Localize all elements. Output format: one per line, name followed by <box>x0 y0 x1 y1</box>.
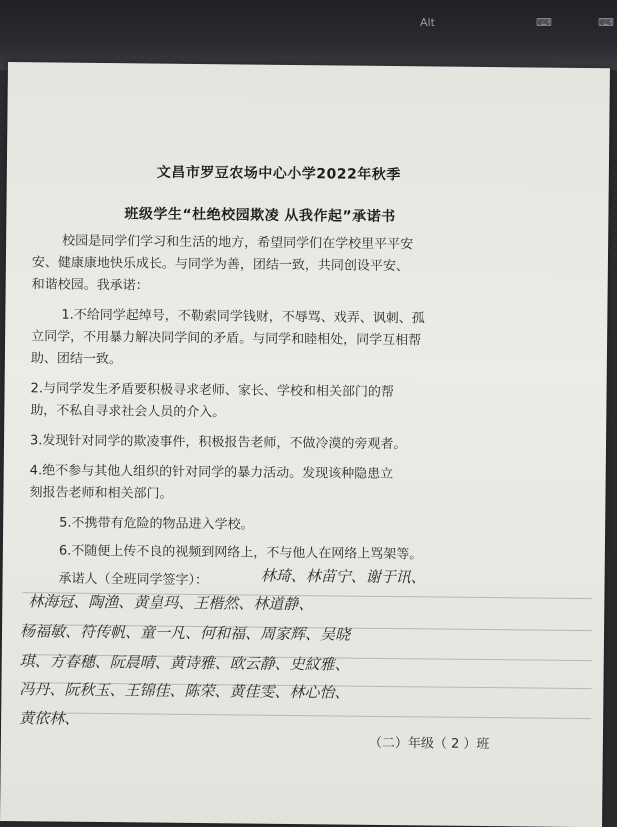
class-line: （二）年级（ 2 ）班 <box>368 735 490 753</box>
signature-line-1: 林琦、林苗宁、谢于讯、 <box>260 566 426 587</box>
pledge-item-1-line-3: 助、团结一致。 <box>30 351 122 368</box>
intro-line-3: 和谐校园。我承诺： <box>31 277 149 294</box>
pledge-item-2-line-1: 2.与同学发生矛盾要积极寻求老师、家长、学校和相关部门的帮 <box>30 381 395 401</box>
pledge-item-5: 5.不携带有危险的物品进入学校。 <box>59 515 254 533</box>
pledge-item-4-line-2: 刻报告老师和相关部门。 <box>29 485 173 502</box>
keyboard-icon: ⌨ <box>536 16 552 29</box>
paper-sheet <box>0 62 610 827</box>
intro-line-2: 安、健康康地快乐成长。与同学为善，团结一致，共同创设平安、 <box>31 255 409 275</box>
signature-line-4: 琪、方春穗、阮晨晴、黄诗雅、欧云静、史紋雅、 <box>19 652 350 674</box>
keyboard-icon-2: ⌨ <box>598 16 614 29</box>
alt-key: Alt <box>420 16 435 29</box>
pledge-item-4-line-1: 4.绝不参与其他人组织的针对同学的暴力活动。发现该种隐患立 <box>29 463 394 483</box>
signature-line-3: 杨福敏、符传帆、童一凡、何和福、周家辉、吴晓 <box>19 622 351 644</box>
pledge-item-1-line-1: 1.不给同学起绰号，不勒索同学钱财，不辱骂、戏弄、讽刺、孤 <box>61 307 425 327</box>
signature-line-6: 黄依林、 <box>19 709 80 728</box>
signature-line-5: 冯丹、阮秋玉、王锦佳、陈荣、黄佳雯、林心怡、 <box>19 680 350 702</box>
intro-line-1: 校园是同学们学习和生活的地方，希望同学们在学校里平平安 <box>62 233 414 253</box>
pledge-item-3: 3.发现针对同学的欺凌事件，积极报告老师，不做冷漠的旁观者。 <box>29 433 407 453</box>
pledge-item-2-line-2: 助，不私自寻求社会人员的介入。 <box>30 403 226 421</box>
signature-line-2: 林海冠、陶渔、黄皇玛、王楷然、林道静、 <box>28 592 314 614</box>
document-title: 文昌市罗豆农场中心小学2022年秋季 <box>156 164 401 184</box>
signature-rule <box>21 712 591 719</box>
signers-label: 承诺人（全班同学签字）： <box>58 571 209 589</box>
keyboard-background <box>0 0 617 70</box>
pledge-item-6: 6.不随便上传不良的视频到网络上，不与他人在网络上骂架等。 <box>58 543 423 563</box>
document-subtitle: 班级学生“杜绝校园欺凌 从我作起”承诺书 <box>124 206 396 226</box>
pledge-item-1-line-2: 立同学，不用暴力解决同学间的矛盾。与同学和睦相处，同学互相帮 <box>31 329 422 349</box>
